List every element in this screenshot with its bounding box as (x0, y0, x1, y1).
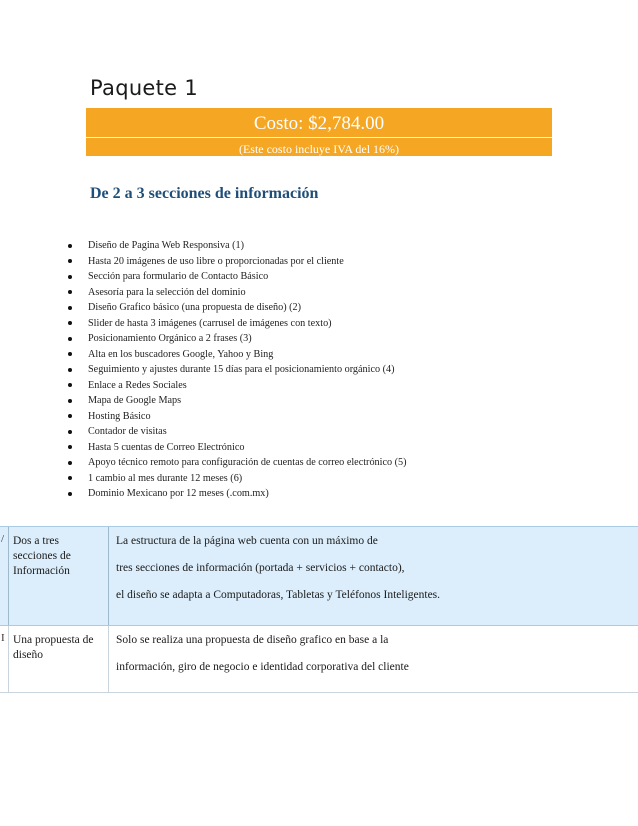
bullet-icon (68, 244, 72, 248)
bullet-icon (68, 321, 72, 325)
list-item: Dominio Mexicano por 12 meses (.com.mx) (66, 486, 586, 502)
list-item: Posicionamiento Orgánico a 2 frases (3) (66, 331, 586, 347)
row-description (116, 633, 631, 687)
bullet-icon (68, 414, 72, 418)
table-row (0, 626, 638, 693)
list-item: Apoyo técnico remoto para configuración de cuentas de correo electrónico (5) (66, 455, 586, 471)
list-item: Contador de visitas (66, 424, 586, 440)
list-item: Enlace a Redes Sociales (66, 378, 586, 394)
list-item: Hosting Básico (66, 409, 586, 425)
list-item: Alta en los buscadores Google, Yahoo y Bing (66, 347, 586, 363)
bullet-icon (68, 337, 72, 341)
row-description (116, 534, 631, 615)
description-line: información, giro de negocio e identidad corporativa del cliente (116, 661, 409, 673)
list-item: Diseño de Pagina Web Responsiva (1) (66, 238, 586, 254)
bullet-icon (68, 275, 72, 279)
list-item: Seguimiento y ajustes durante 15 días para el posicionamiento orgánico (4) (66, 362, 586, 378)
bullet-icon (68, 461, 72, 465)
feature-list (66, 238, 586, 502)
row-marker: I (1, 632, 5, 644)
bullet-icon (68, 306, 72, 310)
bullet-icon (68, 492, 72, 496)
table-row (0, 526, 638, 626)
list-item: Asesoría para la selección del dominio (66, 285, 586, 301)
list-item: Mapa de Google Maps (66, 393, 586, 409)
bullet-icon (68, 476, 72, 480)
section-heading: De 2 a 3 secciones de información (90, 185, 319, 202)
list-item: Sección para formulario de Contacto Básico (66, 269, 586, 285)
bullet-icon (68, 445, 72, 449)
column-divider (108, 527, 109, 625)
cost-note: (Este costo incluye IVA del 16%) (238, 142, 400, 156)
description-line: Solo se realiza una propuesta de diseño grafico en base a la (116, 634, 389, 646)
column-divider (108, 626, 109, 692)
details-table (0, 526, 638, 693)
list-item: Diseño Grafico básico (una propuesta de diseño) (2) (66, 300, 586, 316)
description-line: La estructura de la página web cuenta con un máximo de (116, 535, 378, 547)
list-item: Slider de hasta 3 imágenes (carrusel de imágenes con texto) (66, 316, 586, 332)
description-line: tres secciones de información (portada + servicios + contacto), (116, 562, 405, 574)
list-item: 1 cambio al mes durante 12 meses (6) (66, 471, 586, 487)
cost-banner (86, 108, 552, 156)
bullet-icon (68, 290, 72, 294)
cost-divider (86, 137, 552, 138)
bullet-icon (68, 383, 72, 387)
bullet-icon (68, 399, 72, 403)
row-label: Una propuesta de diseño (13, 634, 94, 661)
description-line: el diseño se adapta a Computadoras, Tabletas y Teléfonos Inteligentes. (116, 589, 441, 601)
bullet-icon (68, 368, 72, 372)
package-title: Paquete 1 (90, 76, 199, 100)
bullet-icon (68, 352, 72, 356)
bullet-icon (68, 430, 72, 434)
row-label: Dos a tres secciones de Información (13, 535, 71, 577)
cost-amount: Costo: $2,784.00 (253, 113, 385, 134)
row-marker: / (1, 533, 5, 545)
bullet-icon (68, 259, 72, 263)
list-item: Hasta 5 cuentas de Correo Electrónico (66, 440, 586, 456)
list-item: Hasta 20 imágenes de uso libre o proporcionadas por el cliente (66, 254, 586, 270)
